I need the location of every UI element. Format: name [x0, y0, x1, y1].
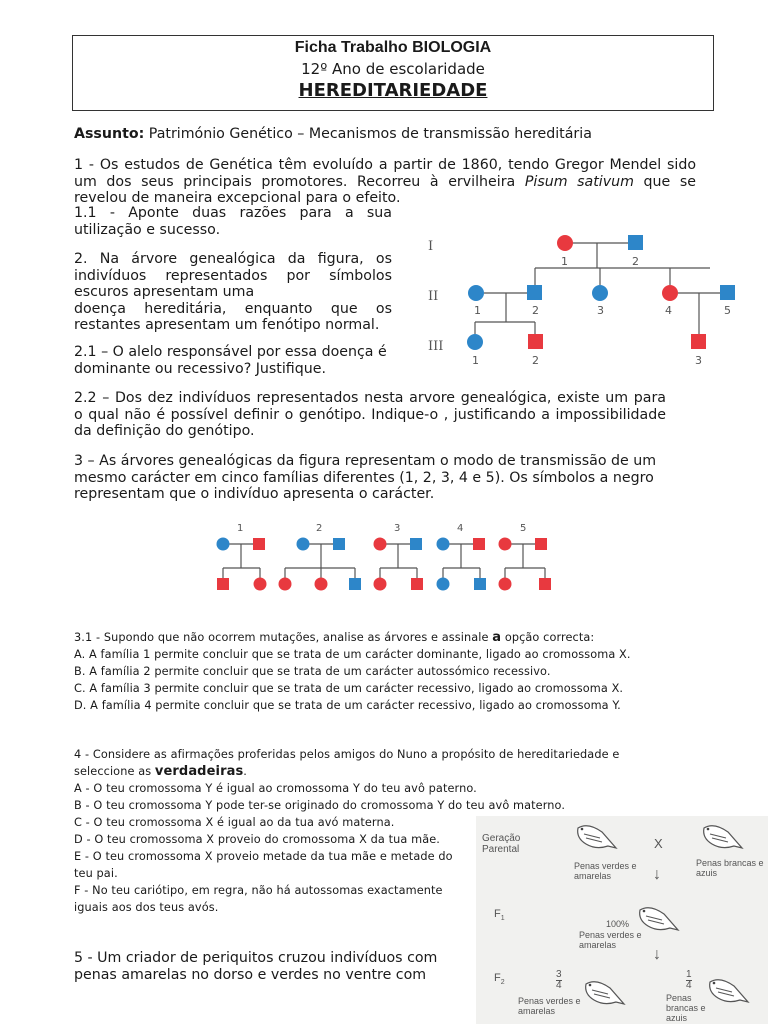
f2-label [494, 972, 505, 986]
fam4-son [474, 578, 486, 590]
bird-cross-figure [476, 816, 768, 1024]
fam3-daughter [374, 578, 387, 591]
ped-III2-male-affected [528, 334, 543, 349]
assunto-label: Assunto: [74, 126, 145, 142]
q3-option-b: B. A família 2 permite concluir que se trata de um carácter autossómico recessivo. [74, 665, 551, 678]
q1-text-b: que se revelou de maneira excepcional para o efeito. [74, 173, 696, 206]
family-label-3: 3 [394, 523, 401, 534]
fam5-son [539, 578, 551, 590]
ped-II4-female-affected [662, 285, 678, 301]
q3-1-text-a: 3.1 - Supondo que não ocorrem mutações, analise as árvores e assinale [74, 631, 493, 644]
fam3-mother [374, 538, 387, 551]
f1-percent: 100% [606, 919, 630, 929]
ped-II2-male [527, 285, 542, 300]
ped-III3-male-affected [691, 334, 706, 349]
q2-1: 2.1 – O alelo responsável por essa doença é dominante ou recessivo? Justifique. [74, 344, 387, 377]
family-label-2: 2 [316, 523, 323, 534]
q1-intro [74, 157, 696, 207]
ped-num: 1 [474, 304, 481, 317]
q4-statement-d: D - O teu cromossoma X proveio do cromossoma X da tua mãe. [74, 833, 440, 846]
q4-statement-f: F - No teu cariótipo, em regra, não há autossomas exactamente iguais aos dos teus avós. [74, 884, 443, 914]
arrow-down-icon: ↓ [653, 866, 661, 883]
q3-option-a: A. A família 1 permite concluir que se trata de um carácter dominante, ligado ao cromossoma X. [74, 648, 631, 661]
gen-label-I: I [428, 239, 434, 254]
ped-I2-male [628, 235, 643, 250]
f1-letter: F [494, 908, 501, 920]
fam4-daughter [437, 578, 450, 591]
fam5-mother [499, 538, 512, 551]
q3-option-d: D. A família 4 permite concluir que se trata de um carácter recessivo, ligado ao cromossoma Y. [74, 699, 621, 712]
ped-II3-female [592, 285, 608, 301]
q3-1-prompt [74, 629, 714, 646]
fam2-daughter [315, 578, 328, 591]
parental-label: Geração Parental [482, 833, 521, 855]
fraction-den: 4 [686, 980, 692, 991]
family-label-4: 4 [457, 523, 464, 534]
q4-statement-a: A - O teu cromossoma Y é igual ao cromossoma Y do teu avô paterno. [74, 782, 477, 795]
assunto-line [74, 126, 714, 143]
fraction-num: 1 [686, 969, 692, 980]
q3-1-bold: a [492, 630, 502, 645]
f2-sub: 2 [500, 979, 505, 987]
fam2-father [333, 538, 345, 550]
grade-level: 12º Ano de escolaridade [301, 60, 485, 78]
gen-label-II: II [428, 289, 439, 304]
topic-title: HEREDITARIEDADE [298, 80, 488, 101]
bird-f2b-icon [704, 974, 750, 1010]
assunto-text: Património Genético – Mecanismos de transmissão hereditária [144, 126, 592, 142]
q4-prompt [74, 746, 666, 780]
parent-1-label: Penas verdes e amarelas [574, 861, 637, 881]
q4-end: . [243, 765, 247, 778]
q1-species: Pisum sativum [524, 173, 634, 190]
fam3-son [411, 578, 423, 590]
worksheet-title: Ficha Trabalho BIOLOGIA [294, 39, 492, 56]
fam4-father [473, 538, 485, 550]
f1-pheno-label: Penas verdes e amarelas [579, 930, 642, 950]
fam1-father [253, 538, 265, 550]
q4-statement-c: C - O teu cromossoma X é igual ao da tua avó materna. [74, 816, 395, 829]
ped-II5-male [720, 285, 735, 300]
f1-sub: 1 [500, 915, 505, 923]
bird-parent-2-icon [698, 820, 744, 856]
cross-x: X [654, 836, 663, 851]
fam1-son [217, 578, 229, 590]
ped-num: 3 [597, 304, 604, 317]
fraction-3-4 [556, 970, 562, 991]
ped-III1-female [467, 334, 483, 350]
ped-I1-female-affected [557, 235, 573, 251]
gen-label-III: III [428, 339, 444, 354]
q4-intro: 4 - Considere as afirmações proferidas pelos amigos do Nuno a propósito de hereditariedade e seleccione as [74, 748, 620, 778]
q1-text-a: 1 - Os estudos de Genética têm evoluído a partir de 1860, tendo Gregor Mendel sido um dos seus principais promotores. Recorreu à ervilheira [74, 157, 696, 190]
ped-num: 2 [532, 354, 539, 367]
fam2-mother [297, 538, 310, 551]
ped-num: 1 [561, 255, 568, 268]
q3-1-block [74, 629, 714, 714]
bird-parent-1-icon [572, 820, 618, 856]
ped-II1-female [468, 285, 484, 301]
f2-letter: F [494, 972, 501, 984]
q2-text-2: doença hereditária, enquanto que os restantes apresentam um fenótipo normal. [74, 300, 392, 333]
fam1-mother [217, 538, 230, 551]
families-figure [205, 518, 560, 596]
header-box [72, 35, 714, 111]
q5-text: 5 - Um criador de periquitos cruzou indivíduos com penas amarelas no dorso e verdes no ventre com [74, 950, 438, 983]
family-label-5: 5 [520, 523, 527, 534]
q4-statement-b: B - O teu cromossoma Y pode ter-se originado do cromossoma Y do teu avô materno. [74, 799, 566, 812]
f2a-label: Penas verdes e amarelas [518, 996, 581, 1016]
q1-1: 1.1 - Aponte duas razões para a sua utilização e sucesso. [74, 205, 392, 238]
fam1-daughter [254, 578, 267, 591]
ped-num: 3 [695, 354, 702, 367]
q3-option-c: C. A família 3 permite concluir que se trata de um carácter recessivo, ligado ao cromossoma X. [74, 682, 624, 695]
fraction-1-4 [686, 970, 692, 991]
ped-num: 2 [532, 304, 539, 317]
ped-num: 2 [632, 255, 639, 268]
fam5-father [535, 538, 547, 550]
family-label-1: 1 [237, 523, 244, 534]
pedigree-figure [420, 228, 750, 378]
arrow-down-icon: ↓ [653, 946, 661, 963]
f2b-label: Penas brancas e azuis [666, 993, 706, 1023]
q2-2: 2.2 – Dos dez indivíduos representados nesta arvore genealógica, existe um para o qual não é possível definir o genótipo. Indique-o , justificando a impossibilidade da definição do genótipo. [74, 390, 666, 439]
q3-text: 3 – As árvores genealógicas da figura representam o modo de transmissão de um mesmo carácter em cinco famílias diferentes (1, 2, 3, 4 e 5). Os símbolos a negro representam que o indivíduo apresenta o carácter. [74, 453, 657, 502]
parent-2-label: Penas brancas e azuis [696, 858, 764, 878]
q3-1-text-b: opção correcta: [501, 631, 595, 644]
ped-num: 4 [665, 304, 672, 317]
q2-text-1: 2. Na árvore genealógica da figura, os indivíduos representados por símbolos escuros apresentam uma [74, 251, 392, 300]
q4-bold: verdadeiras [154, 764, 244, 779]
q4-statement-e: E - O teu cromossoma X proveio metade da tua mãe e metade do teu pai. [74, 850, 453, 880]
ped-num: 5 [724, 304, 731, 317]
fam2-daughter [279, 578, 292, 591]
f1-label [494, 908, 505, 922]
q2-text [74, 251, 392, 334]
fraction-den: 4 [556, 980, 562, 991]
fam2-son [349, 578, 361, 590]
fam4-mother [437, 538, 450, 551]
fam5-daughter [499, 578, 512, 591]
fraction-num: 3 [556, 969, 562, 980]
fam3-father [410, 538, 422, 550]
ped-num: 1 [472, 354, 479, 367]
